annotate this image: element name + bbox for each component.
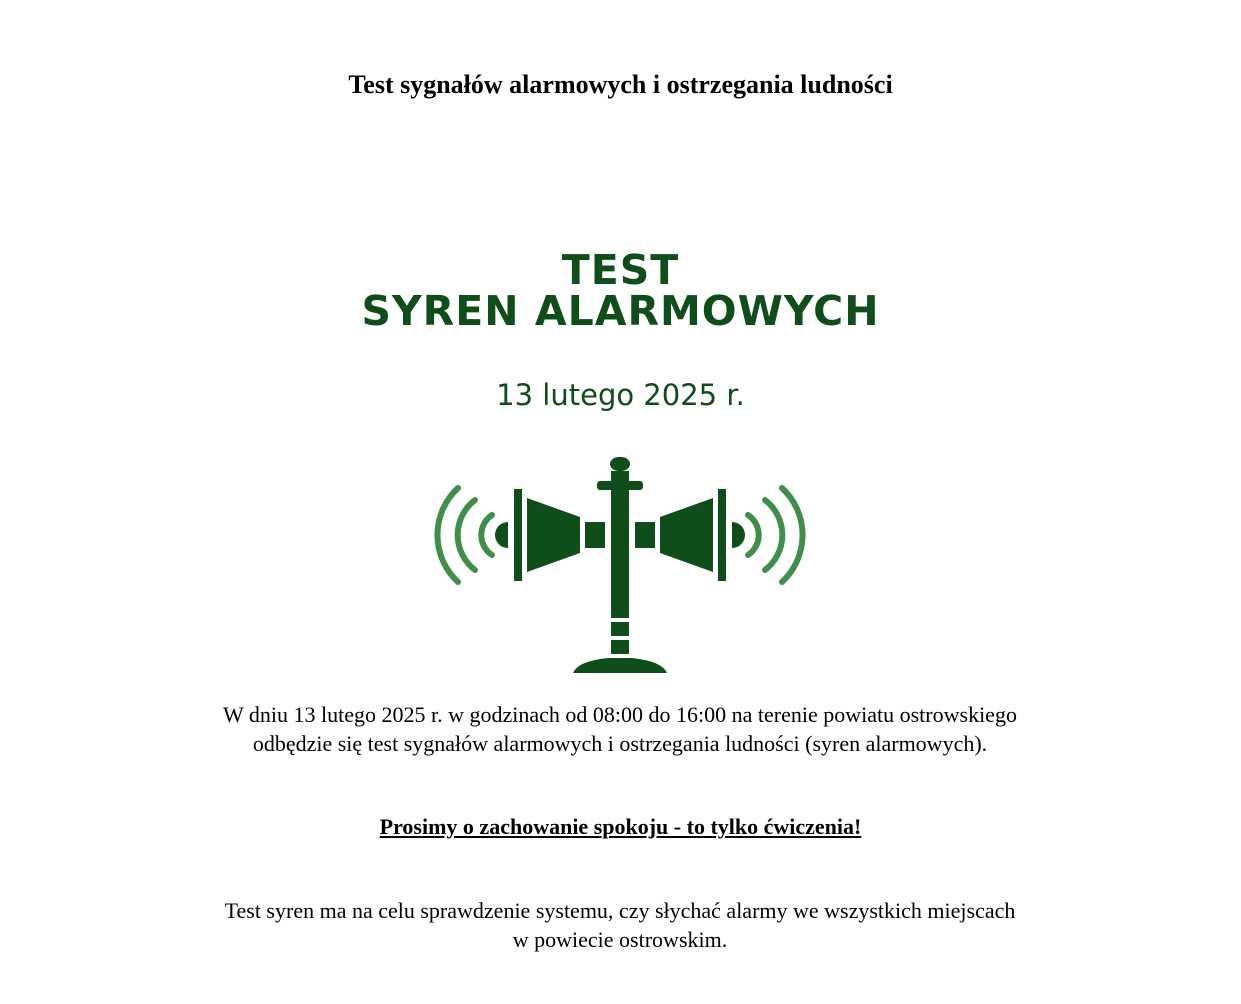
announcement-line-1: W dniu 13 lutego 2025 r. w godzinach od 08:00 do 16:00 na terenie powiatu ostrowskiego: [223, 702, 1017, 727]
document-title: Test sygnałów alarmowych i ostrzegania ludności: [348, 70, 893, 99]
poster-heading-line2: SYREN ALARMOWYCH: [361, 287, 880, 335]
siren-loudspeaker-icon: [430, 455, 810, 675]
announcement-line-2: odbędzie się test sygnałów alarmowych i ostrzegania ludności (syren alarmowych).: [252, 731, 988, 756]
purpose-line-1: Test syren ma na celu sprawdzenie systemu, czy słychać alarmy we wszystkich miejscach: [224, 898, 1016, 923]
announcement-paragraph: [170, 700, 1070, 758]
poster-date: 13 lutego 2025 r.: [496, 378, 745, 412]
purpose-line-2: w powiecie ostrowskim.: [512, 927, 728, 952]
calm-notice: Prosimy o zachowanie spokoju - to tylko ćwiczenia!: [379, 814, 862, 839]
purpose-paragraph: [170, 896, 1070, 954]
poster-heading-line1: TEST: [561, 246, 680, 294]
